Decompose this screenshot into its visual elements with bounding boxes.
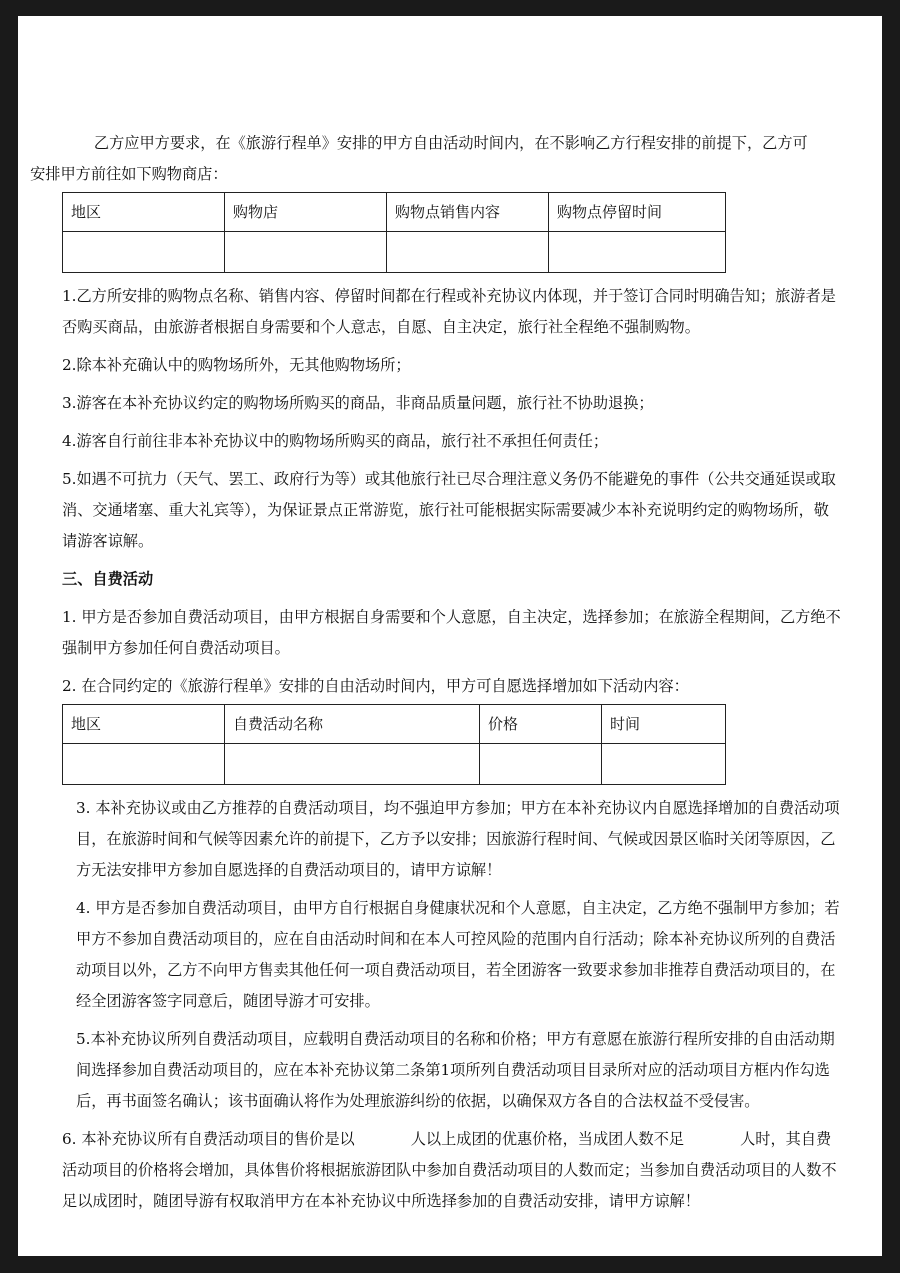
- shopping-table-header-row: [63, 193, 726, 232]
- activity-rule-6-part3: 人时，其自费活动项目的价格将会增加，具体售价将根据旅游团队中参加自费活动项目的人数而定；当参加自费活动项目的人数不足以成团时，随团导游有权取消甲方在本补充协议中所选择参加的自费活动安排，请甲方谅解！: [62, 1130, 837, 1210]
- shopping-header-region: 地区: [63, 193, 225, 232]
- shopping-header-store: 购物店: [225, 193, 387, 232]
- activity-cell-name[interactable]: [225, 744, 480, 785]
- intro-line2: 安排甲方前往如下购物商店：: [30, 165, 228, 183]
- activity-rule-5: 5.本补充协议所列自费活动项目，应载明自费活动项目的名称和价格；甲方有意愿在旅游行程所安排的自由活动期间选择参加自费活动项目的，应在本补充协议第二条第1项所列自费活动项目目录所对应的活动项目方框内作勾选后，再书面签名确认；该书面确认将作为处理旅游纠纷的依据，以确保双方各自的合法权益不受侵害。: [76, 1030, 835, 1110]
- activity-header-name: 自费活动名称: [225, 705, 480, 744]
- shopping-header-duration: 购物点停留时间: [549, 193, 726, 232]
- shopping-cell-duration[interactable]: [549, 232, 726, 273]
- shopping-rule-4: 4.游客自行前往非本补充协议中的购物场所购买的商品，旅行社不承担任何责任；: [62, 432, 609, 450]
- document-body: [30, 128, 842, 1217]
- activity-header-region: 地区: [63, 705, 225, 744]
- shopping-cell-store[interactable]: [225, 232, 387, 273]
- shopping-rule-1: 1.乙方所安排的购物点名称、销售内容、停留时间都在行程或补充协议内体现，并于签订合同时明确告知；旅游者是否购买商品，由旅游者根据自身需要和个人意志，自愿、自主决定，旅行社全程绝不强制购物。: [62, 287, 836, 336]
- shopping-rule-3: 3.游客在本补充协议约定的购物场所购买的商品，非商品质量问题，旅行社不协助退换；: [62, 394, 654, 412]
- shopping-cell-content[interactable]: [387, 232, 549, 273]
- shopping-table: [62, 192, 726, 273]
- shopping-header-content: 购物点销售内容: [387, 193, 549, 232]
- activity-rule-3: 3. 本补充协议或由乙方推荐的自费活动项目，均不强迫甲方参加；甲方在本补充协议内自愿选择增加的自费活动项目，在旅游时间和气候等因素允许的前提下，乙方予以安排；因旅游行程时间、气候或因景区临时关闭等原因，乙方无法安排甲方参加自愿选择的自费活动项目的，请甲方谅解！: [76, 799, 840, 879]
- activity-table-header-row: [63, 705, 726, 744]
- shopping-cell-region[interactable]: [63, 232, 225, 273]
- intro-paragraph: [30, 128, 842, 190]
- activity-cell-region[interactable]: [63, 744, 225, 785]
- section3-item1: 1. 甲方是否参加自费活动项目，由甲方根据自身需要和个人意愿，自主决定，选择参加；在旅游全程期间，乙方绝不强制甲方参加任何自费活动项目。: [62, 608, 841, 657]
- section3-item2: 2. 在合同约定的《旅游行程单》安排的自由活动时间内，甲方可自愿选择增加如下活动内容：: [62, 677, 689, 695]
- section3-title: 三、自费活动: [62, 570, 154, 588]
- shopping-rule-5: 5.如遇不可抗力（天气、罢工、政府行为等）或其他旅行社已尽合理注意义务仍不能避免的事件（公共交通延误或取消、交通堵塞、重大礼宾等），为保证景点正常游览，旅行社可能根据实际需要减少本补充说明约定的购物场所，敬请游客谅解。: [62, 470, 836, 550]
- document-page: [18, 16, 882, 1256]
- shopping-rule-2: 2.除本补充确认中的购物场所外，无其他购物场所；: [62, 356, 411, 374]
- activity-header-time: 时间: [602, 705, 726, 744]
- intro-line1: 乙方应甲方要求，在《旅游行程单》安排的甲方自由活动时间内，在不影响乙方行程安排的前提下，乙方可: [93, 134, 808, 152]
- activity-table-empty-row: [63, 744, 726, 785]
- activity-cell-price[interactable]: [480, 744, 602, 785]
- activity-rule-6-part2: 人以上成团的优惠价格，当成团人数不足: [410, 1130, 685, 1148]
- activity-cell-time[interactable]: [602, 744, 726, 785]
- activity-header-price: 价格: [480, 705, 602, 744]
- activity-rule-6-part1: 6. 本补充协议所有自费活动项目的售价是以: [62, 1130, 355, 1148]
- activity-rule-4: 4. 甲方是否参加自费活动项目，由甲方自行根据自身健康状况和个人意愿，自主决定，乙方绝不强制甲方参加；若甲方不参加自费活动项目的，应在自由活动时间和在本人可控风险的范围内自行活动；除本补充协议所列的自费活动项目以外，乙方不向甲方售卖其他任何一项自费活动项目，若全团游客一致要求参加非推荐自费活动项目的，在经全团游客签字同意后，随团导游才可安排。: [76, 899, 840, 1010]
- shopping-table-empty-row: [63, 232, 726, 273]
- activity-table: [62, 704, 726, 785]
- activity-rule-6: [62, 1124, 842, 1217]
